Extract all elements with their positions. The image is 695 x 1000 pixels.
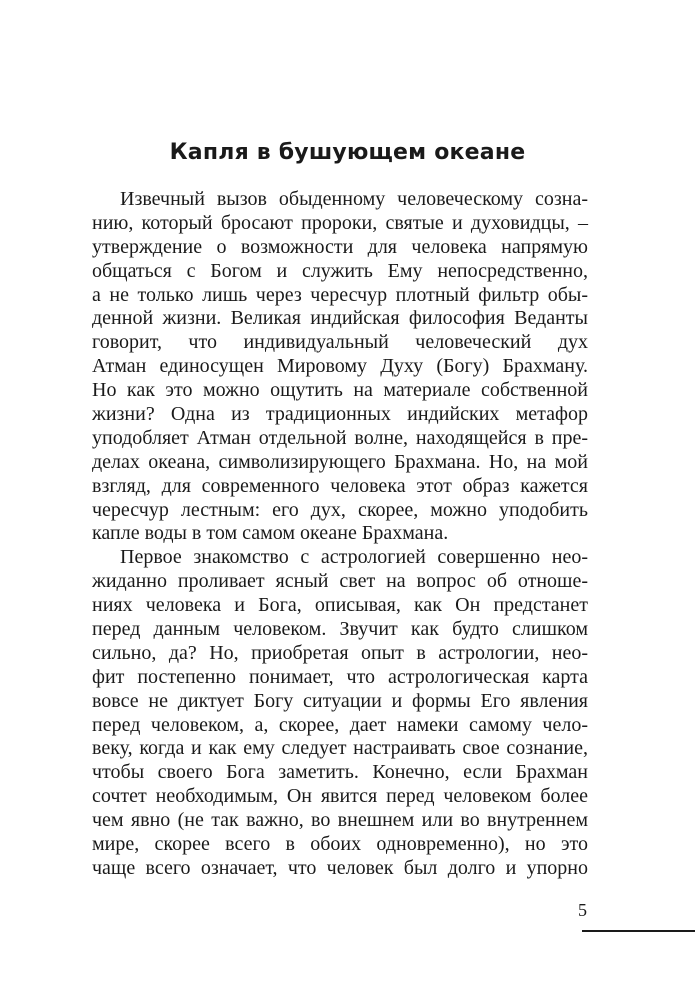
text-line: жиданно проливает ясный свет на вопрос об отноше- bbox=[92, 570, 588, 593]
text-line: уподобляет Атман отдельной волне, находящейся в пре- bbox=[92, 426, 588, 449]
text-line: чтобы своего Бога заметить. Конечно, если Брахман bbox=[92, 761, 588, 784]
text-line: утверждение о возможности для человека напрямую bbox=[92, 235, 588, 258]
text-line: Но как это можно ощутить на материале собственной bbox=[92, 379, 588, 402]
footer-rule bbox=[582, 930, 695, 932]
text-line: сочтет необходимым, Он явится перед человеком более bbox=[92, 785, 588, 808]
text-line: чем явно (не так важно, во внешнем или во внутреннем bbox=[92, 809, 588, 832]
text-line: делах океана, символизирующего Брахмана. Но, на мой bbox=[92, 450, 588, 473]
text-line: вовсе не диктует Богу ситуации и формы Его явления bbox=[92, 689, 588, 712]
text-line: мире, скорее всего в обоих одновременно), но это bbox=[92, 833, 588, 856]
page-number: 5 bbox=[578, 900, 587, 920]
text-line: фит постепенно понимает, что астрологическая карта bbox=[92, 665, 588, 688]
text-line: веку, когда и как ему следует настраивать свое сознание, bbox=[92, 737, 588, 760]
body-text bbox=[92, 188, 588, 881]
text-line: перед человеком, а, скорее, дает намеки самому чело- bbox=[92, 713, 588, 736]
text-line: ниях человека и Бога, описывая, как Он предстанет bbox=[92, 594, 588, 617]
text-line: Атман единосущен Мировому Духу (Богу) Брахману. bbox=[92, 355, 588, 378]
text-line: говорит, что индивидуальный человеческий дух bbox=[92, 331, 588, 354]
text-line: денной жизни. Великая индийская философия Веданты bbox=[92, 307, 588, 330]
text-line: нию, который бросают пророки, святые и духовидцы, – bbox=[92, 211, 588, 234]
text-line: Первое знакомство с астрологией совершенно нео- bbox=[120, 546, 588, 569]
text-line: перед данным человеком. Звучит как будто слишком bbox=[92, 618, 588, 641]
paragraph-1 bbox=[92, 188, 588, 546]
text-line: сильно, да? Но, приобретая опыт в астрологии, нео- bbox=[92, 641, 588, 664]
paragraph-2 bbox=[92, 546, 588, 880]
page-title: Капля в бушующем океане bbox=[169, 140, 526, 165]
text-line: взгляд, для современного человека этот образ кажется bbox=[92, 474, 588, 497]
text-line: Извечный вызов обыденному человеческому созна- bbox=[120, 188, 588, 210]
text-line: жизни? Одна из традиционных индийских метафор bbox=[92, 403, 588, 426]
text-line: общаться с Богом и служить Ему непосредственно, bbox=[92, 259, 588, 282]
text-line: а не только лишь через чересчур плотный фильтр обы- bbox=[92, 283, 588, 306]
text-line: чересчур лестным: его дух, скорее, можно уподобить bbox=[92, 498, 588, 521]
text-line: капле воды в том самом океане Брахмана. bbox=[92, 522, 449, 545]
text-line: чаще всего означает, что человек был долго и упорно bbox=[92, 856, 588, 879]
